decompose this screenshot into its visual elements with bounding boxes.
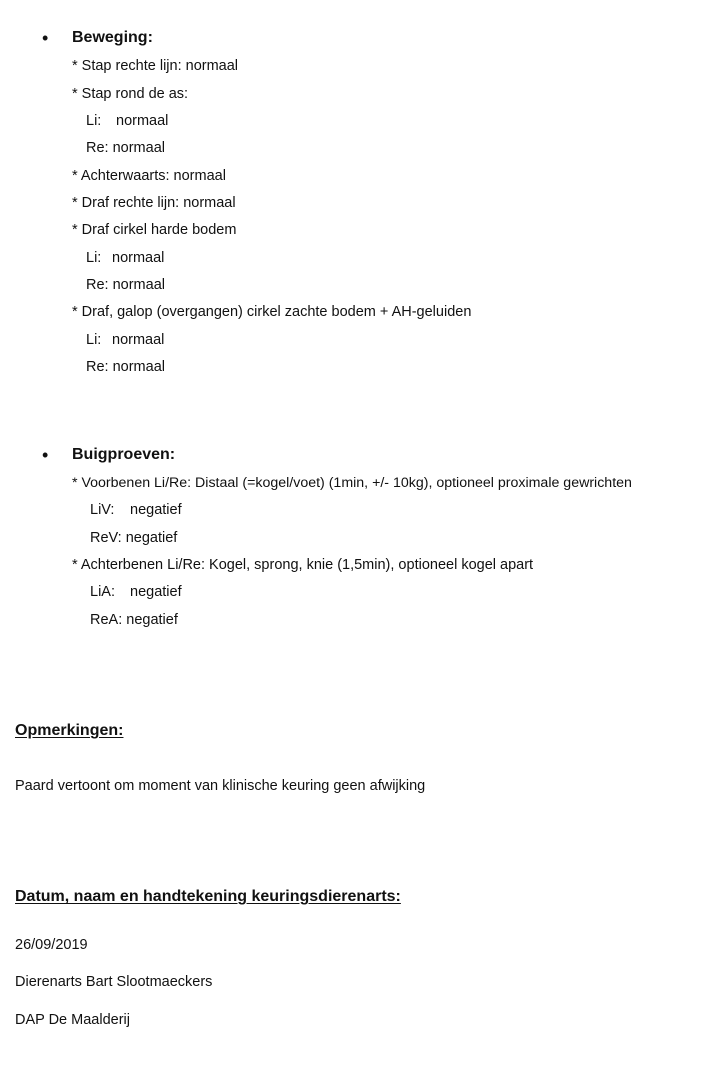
liv-result [90, 501, 182, 519]
lia-result [90, 583, 182, 601]
draf-zacht-li-result [86, 331, 164, 349]
draf-galop: * Draf, galop (overgangen) cirkel zachte bodem + AH-geluiden [72, 304, 472, 320]
opmerkingen-heading: Opmerkingen: [15, 722, 124, 739]
liv-value: negatief [130, 502, 182, 518]
draf-cirkel-hard: * Draf cirkel harde bodem [72, 222, 237, 238]
beweging-heading: Beweging: [72, 29, 153, 46]
draf-zacht-re-result: Re: normaal [86, 359, 165, 375]
draf-zacht-li-label: Li: [86, 332, 102, 348]
list-bullet: • [42, 28, 49, 48]
liv-label: LiV: [90, 502, 115, 518]
draf-hard-li-result [86, 249, 164, 267]
lia-value: negatief [130, 584, 182, 600]
ondertekening-heading: Datum, naam en handtekening keuringsdierenarts: [15, 888, 401, 905]
voorbenen: * Voorbenen Li/Re: Distaal (=kogel/voet) (1min, +/- 10kg), optioneel proximale gewrichten [72, 475, 632, 491]
praktijk-naam: DAP De Maalderij [15, 1012, 130, 1028]
draf-hard-re-result: Re: normaal [86, 277, 165, 293]
buigproeven-heading: Buigproeven: [72, 446, 176, 463]
stap-li-result [86, 112, 168, 130]
stap-rond-as: * Stap rond de as: [72, 86, 189, 102]
rev-result: ReV: negatief [90, 530, 178, 546]
draf-hard-li-value: normaal [112, 250, 165, 266]
achterwaarts: * Achterwaarts: normaal [72, 168, 226, 184]
draf-hard-li-label: Li: [86, 250, 102, 266]
stap-re-result: Re: normaal [86, 140, 165, 156]
stap-li-value: normaal [116, 113, 169, 129]
list-bullet: • [42, 445, 49, 465]
lia-label: LiA: [90, 584, 115, 600]
dierenarts-naam: Dierenarts Bart Slootmaeckers [15, 974, 213, 990]
rea-result: ReA: negatief [90, 612, 178, 628]
achterbenen: * Achterbenen Li/Re: Kogel, sprong, knie (1,5min), optioneel kogel apart [72, 557, 534, 573]
stap-li-label: Li: [86, 113, 102, 129]
datum: 26/09/2019 [15, 937, 88, 953]
draf-zacht-li-value: normaal [112, 332, 165, 348]
draf-rechte-lijn: * Draf rechte lijn: normaal [72, 195, 236, 211]
stap-rechte-lijn: * Stap rechte lijn: normaal [72, 58, 239, 74]
opmerkingen-text: Paard vertoont om moment van klinische keuring geen afwijking [15, 778, 426, 794]
